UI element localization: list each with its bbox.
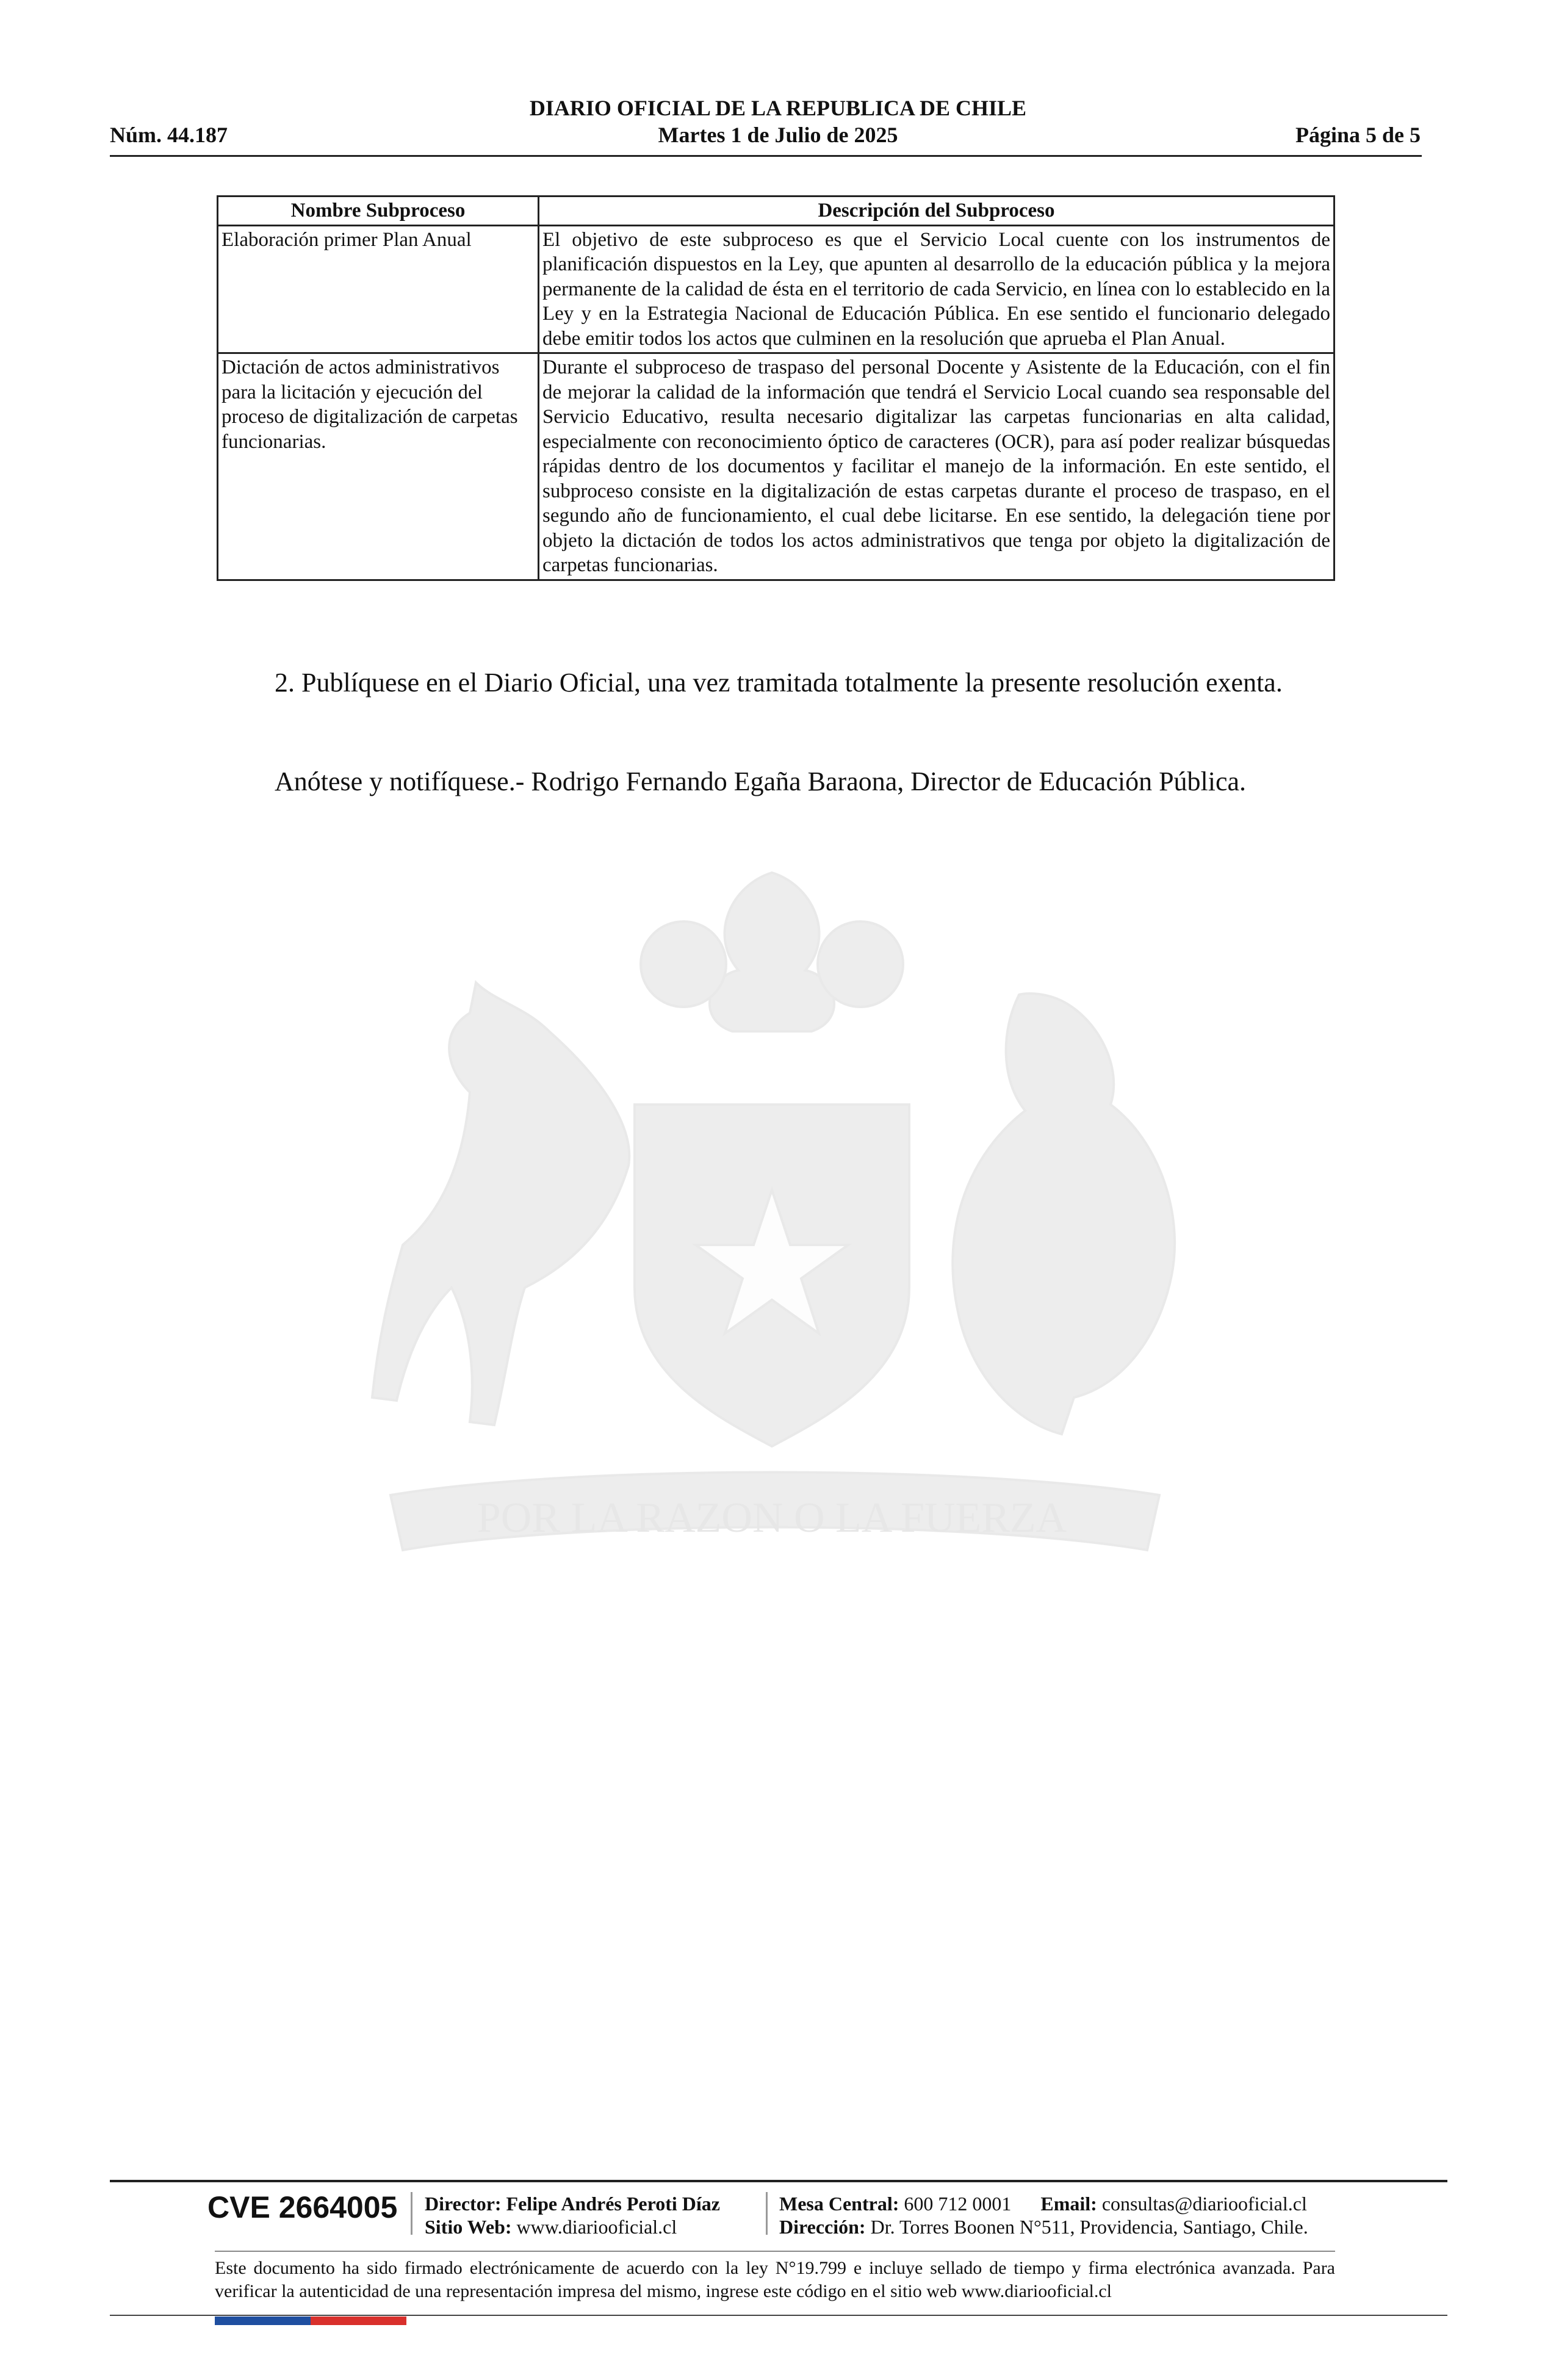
phone-number: 600 712 0001	[904, 2193, 1012, 2215]
subprocess-name: Dictación de actos administrativos para la licitación y ejecución del proceso de digitalización de carpetas funcionarias.	[218, 353, 539, 580]
footer-divider	[766, 2192, 768, 2235]
subprocess-description: El objetivo de este subproceso es que el Servicio Local cuente con los instrumentos de planificación dispuestos en la Ley, que apunten al desarrollo de la educación pública y la mejora permanente de la calidad de ésta en el territorio de cada Servicio, en línea con lo establecido en la Ley y en la Estrategia Nacional de Educación Pública. En ese sentido el funcionario delegado debe emitir todos los actos que culminen en la resolución que aprueba el Plan Anual.	[539, 225, 1334, 353]
subprocess-name: Elaboración primer Plan Anual	[218, 225, 539, 353]
publication-paragraph: 2. Publíquese en el Diario Oficial, una vez tramitada totalmente la presente resolución exenta.	[275, 668, 1283, 698]
header-rule	[110, 155, 1422, 157]
table-header-row	[218, 197, 1334, 226]
address-line	[779, 2215, 1308, 2238]
phone-email-line	[779, 2192, 1308, 2215]
column-header-name: Nombre Subproceso	[218, 197, 539, 226]
flag-stripe-red	[311, 2317, 406, 2325]
footer-top-rule	[110, 2180, 1447, 2182]
subprocess-table	[217, 195, 1335, 581]
phone-label: Mesa Central:	[779, 2193, 899, 2215]
coat-of-arms-watermark	[207, 848, 1336, 1672]
newspaper-title: DIARIO OFICIAL DE LA REPUBLICA DE CHILE	[529, 96, 1027, 120]
email-link[interactable]: consultas@diariooficial.cl	[1101, 2193, 1307, 2215]
director-line	[425, 2192, 720, 2215]
watermark-motto: POR LA RAZON O LA FUERZA	[477, 1495, 1067, 1542]
issue-number: Núm. 44.187	[110, 123, 228, 147]
subprocess-description: Durante el subproceso de traspaso del personal Docente y Asistente de la Educación, con el fin de mejorar la calidad de la información que tendrá el Servicio Local cuando sea responsable del Servicio Educativo, resulta necesario digitalizar las carpetas funcionarias en alta calidad, especialmente con reconocimiento óptico de caracteres (OCR), para así poder realizar búsquedas rápidas dentro de los documentos y facilitar el manejo de la información. En este sentido, el subproceso consiste en la digitalización de estas carpetas durante el proceso de traspaso, en el segundo año de funcionamiento, el cual debe licitarse. En ese sentido, la delegación tiene por objeto la dictación de todos los actos administrativos que tenga por objeto la digitalización de carpetas funcionarias.	[539, 353, 1334, 580]
footer-mid-rule	[215, 2251, 1335, 2252]
cve-code: CVE 2664005	[207, 2190, 398, 2224]
email-label: Email:	[1040, 2193, 1097, 2215]
website-label: Sitio Web:	[425, 2216, 512, 2238]
website-link[interactable]: www.diariooficial.cl	[516, 2216, 677, 2238]
footer-contact-block	[779, 2192, 1308, 2238]
signature-line: Anótese y notifíquese.- Rodrigo Fernando Egaña Baraona, Director de Educación Pública.	[275, 766, 1247, 796]
footer-divider	[411, 2192, 412, 2235]
address-text: Dr. Torres Boonen N°511, Providencia, Santiago, Chile.	[870, 2216, 1308, 2238]
column-header-description: Descripción del Subproceso	[539, 197, 1334, 226]
website-line	[425, 2215, 720, 2238]
director-label: Director:	[425, 2193, 502, 2215]
legal-notice: Este documento ha sido firmado electrónicamente de acuerdo con la ley N°19.799 e incluye sellado de tiempo y firma electrónica avanzada. Para verificar la autenticidad de una representación impresa del mismo, ingrese este código en el sitio web www.diariooficial.cl	[215, 2258, 1335, 2301]
table-row	[218, 225, 1334, 353]
flag-stripe-blue	[215, 2317, 311, 2325]
address-label: Dirección:	[779, 2216, 866, 2238]
table-row	[218, 353, 1334, 580]
footer-director-block	[425, 2192, 720, 2238]
page-indicator: Página 5 de 5	[1295, 123, 1421, 147]
footer-bottom-rule	[110, 2315, 1447, 2316]
director-name: Felipe Andrés Peroti Díaz	[506, 2193, 720, 2215]
issue-date: Martes 1 de Julio de 2025	[658, 123, 898, 147]
